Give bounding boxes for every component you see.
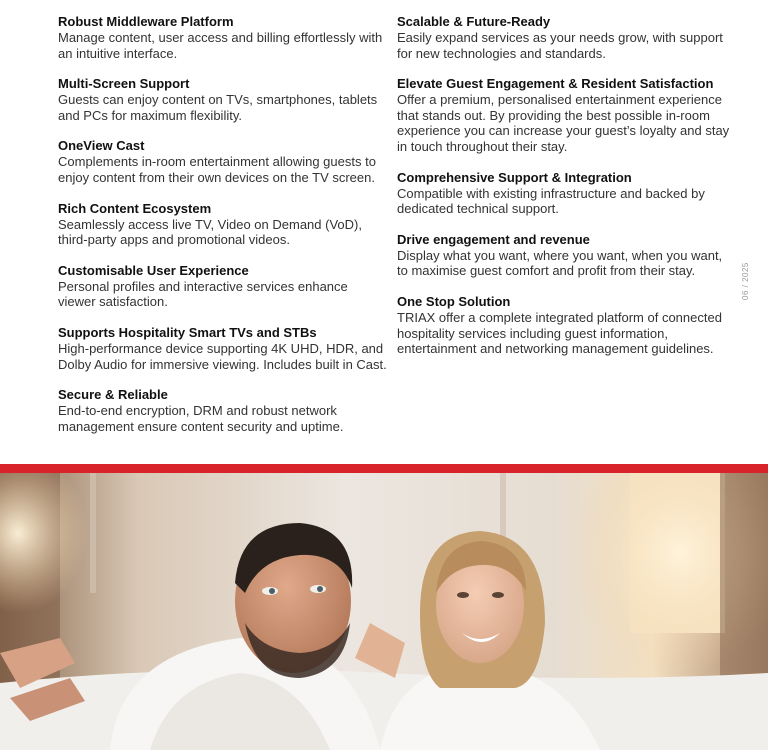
left-feature-column bbox=[58, 14, 388, 449]
feature-item bbox=[397, 232, 732, 279]
feature-description: Offer a premium, personalised entertainment experience that stands out. By providing the best possible in-room experience you can increase your guest’s loyalty and stay in touch throughout their stay. bbox=[397, 92, 730, 154]
feature-description: Manage content, user access and billing effortlessly with an intuitive interface. bbox=[58, 30, 383, 61]
publication-date: 06 / 2025 bbox=[741, 262, 750, 300]
feature-description: Complements in-room entertainment allowing guests to enjoy content from their own devices on the TV screen. bbox=[58, 154, 376, 185]
feature-item bbox=[58, 201, 388, 248]
feature-title: Multi-Screen Support bbox=[58, 76, 190, 92]
feature-description: Display what you want, where you want, when you want, to maximise guest comfort and profit from their stay. bbox=[397, 247, 723, 279]
feature-description: TRIAX offer a complete integrated platform of connected hospitality services including guest information, entertainment and networking management guidelines. bbox=[397, 309, 722, 357]
feature-title: Drive engagement and revenue bbox=[397, 231, 590, 247]
feature-description: Compatible with existing infrastructure and backed by dedicated technical support. bbox=[397, 185, 705, 217]
feature-item bbox=[58, 325, 388, 372]
feature-description: End-to-end encryption, DRM and robust network management ensure content security and uptime. bbox=[58, 403, 344, 434]
feature-title: Customisable User Experience bbox=[58, 262, 249, 278]
right-feature-column bbox=[397, 14, 732, 372]
accent-divider bbox=[0, 464, 768, 473]
feature-description: High-performance device supporting 4K UHD, HDR, and Dolby Audio for immersive viewing. Includes built in Cast. bbox=[58, 340, 387, 372]
feature-title: Secure & Reliable bbox=[58, 387, 168, 403]
feature-item bbox=[58, 138, 388, 185]
hero-photo bbox=[0, 473, 768, 750]
feature-item bbox=[397, 14, 732, 61]
feature-item bbox=[58, 76, 388, 123]
feature-description: Guests can enjoy content on TVs, smartphones, tablets and PCs for maximum flexibility. bbox=[58, 92, 378, 123]
feature-title: Robust Middleware Platform bbox=[58, 14, 234, 29]
feature-item bbox=[58, 14, 388, 61]
feature-item bbox=[58, 263, 388, 310]
feature-item bbox=[397, 76, 732, 154]
feature-description: Easily expand services as your needs grow, with support for new technologies and standards. bbox=[397, 30, 723, 61]
feature-description: Seamlessly access live TV, Video on Demand (VoD), third-party apps and promotional videos. bbox=[58, 216, 362, 248]
feature-item bbox=[58, 387, 388, 434]
couple-watching-tv-illustration bbox=[0, 473, 768, 750]
feature-title: OneView Cast bbox=[58, 138, 145, 154]
feature-description: Personal profiles and interactive services enhance viewer satisfaction. bbox=[58, 278, 348, 310]
feature-item bbox=[397, 170, 732, 217]
feature-title: Scalable & Future-Ready bbox=[397, 14, 551, 29]
feature-title: Supports Hospitality Smart TVs and STBs bbox=[58, 324, 317, 340]
feature-title: Rich Content Ecosystem bbox=[58, 200, 212, 216]
feature-title: One Stop Solution bbox=[397, 293, 511, 309]
feature-title: Elevate Guest Engagement & Resident Satisfaction bbox=[397, 76, 714, 92]
feature-item bbox=[397, 294, 732, 357]
feature-title: Comprehensive Support & Integration bbox=[397, 169, 632, 185]
